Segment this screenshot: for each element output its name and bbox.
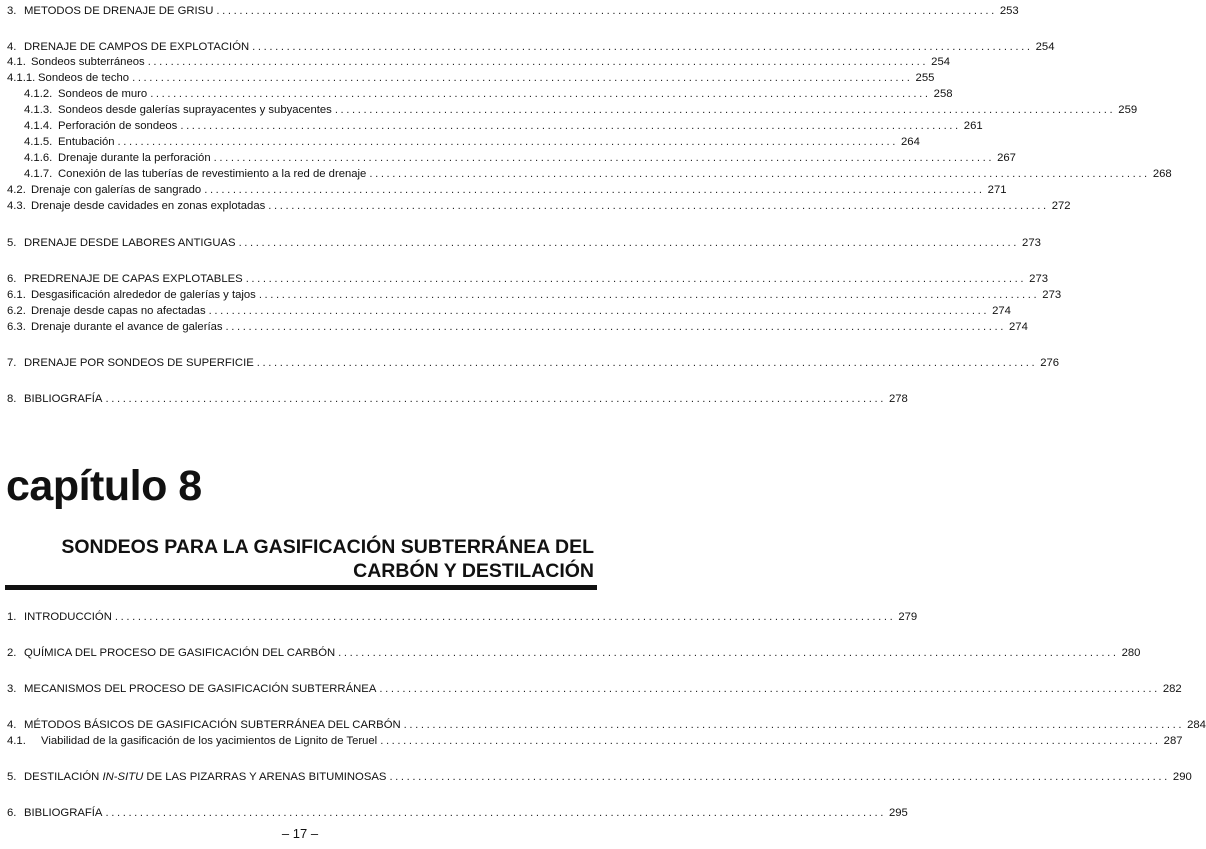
toc-entry [7,183,1007,197]
toc-title-part2: DE LAS PIZARRAS Y ARENAS BITUMINOSAS [146,771,387,783]
toc-title: Viabilidad de la gasificación de los yacimientos de Lignito de Teruel [41,735,378,747]
toc-page: 253 [999,5,1019,17]
toc-page: 279 [898,611,918,623]
toc-page: 276 [1040,357,1060,369]
toc-number: 4.1.4. [24,120,53,132]
toc-number: 5. [7,771,17,783]
toc-page: 284 [1187,719,1206,731]
toc-leader: ........................................................................................................................................ [252,41,1033,53]
toc-leader: ........................................................................................................................................ [238,237,1020,249]
toc-number: 6.2. [7,305,26,317]
toc-leader: ........................................................................................................................................ [114,611,896,623]
toc-leader: ........................................................................................................................................ [225,321,1007,333]
toc-number: 4.1.5. [24,136,53,148]
toc-entry [7,770,1192,784]
page-number: – 17 – [281,826,319,841]
toc-leader: ........................................................................................................................................ [208,305,990,317]
toc-entry [7,71,935,85]
toc-page: 254 [1035,41,1055,53]
toc-entry [7,356,1060,370]
toc-number: 6.1. [7,289,26,301]
toc-number: 8. [7,393,17,405]
toc-leader: ........................................................................................................................................ [268,200,1049,212]
toc-leader: ........................................................................................................................................ [379,683,1160,695]
toc-leader: ........................................................................................................................................ [132,72,913,84]
toc-leader: ........................................................................................................................................ [180,120,961,132]
toc-page: 282 [1162,683,1182,695]
toc-number: 3. [7,5,17,17]
toc-leader: ........................................................................................................................................ [105,807,886,819]
toc-title: QUÍMICA DEL PROCESO DE GASIFICACIÓN DEL CARBÓN [24,647,336,659]
toc-number: 4.1.2. [24,88,53,100]
toc-title: Sondeos de muro [58,88,148,100]
toc-entry [7,4,1019,18]
toc-entry [24,151,1016,165]
toc-entry [7,682,1182,696]
toc-title: Drenaje desde cavidades en zonas explotadas [31,200,266,212]
toc-leader: ........................................................................................................................................ [213,152,995,164]
toc-entry [7,40,1055,54]
toc-title: METODOS DE DRENAJE DE GRISU [24,5,214,17]
toc-entry [7,610,918,624]
toc-entry [7,55,951,69]
toc-page: 273 [1042,289,1062,301]
toc-title [24,770,386,784]
chapter-rule [5,585,597,590]
chapter-heading: capítulo 8 [6,462,202,510]
toc-entry [7,734,1183,748]
toc-page: 254 [931,56,951,68]
toc-entry [7,718,1206,732]
toc-leader: ........................................................................................................................................ [150,88,931,100]
toc-entry [7,806,908,820]
toc-entry [7,272,1049,286]
toc-entry [24,167,1172,181]
toc-page: 271 [987,184,1007,196]
toc-page: 268 [1152,168,1172,180]
toc-page: 258 [933,88,953,100]
toc-page: 290 [1172,771,1192,783]
toc-title: Sondeos subterráneos [31,56,145,68]
toc-page: 287 [1163,735,1183,747]
toc-leader: ........................................................................................................................................ [380,735,1161,747]
toc-title: DRENAJE DE CAMPOS DE EXPLOTACIÓN [24,41,250,53]
toc-number: 4.3. [7,200,26,212]
toc-number: 4.1.1. [7,72,36,84]
toc-page: 295 [888,807,908,819]
toc-number: 1. [7,611,17,623]
toc-title: Perforación de sondeos [58,120,178,132]
toc-leader: ........................................................................................................................................ [117,136,898,148]
toc-page: 272 [1051,200,1071,212]
toc-title: MECANISMOS DEL PROCESO DE GASIFICACIÓN SUBTERRÁNEA [24,683,377,695]
toc-entry [24,119,983,133]
toc-page: 274 [992,305,1011,317]
toc-leader: ........................................................................................................................................ [334,104,1116,116]
toc-page: 261 [963,120,983,132]
toc-page: 255 [915,72,935,84]
toc-page: 264 [901,136,920,148]
toc-leader: ........................................................................................................................................ [369,168,1150,180]
toc-number: 4. [7,41,17,53]
toc-title: Sondeos de techo [38,72,130,84]
toc-number: 6. [7,273,17,285]
toc-title-part1: DESTILACIÓN [24,771,100,783]
toc-page: 259 [1118,104,1138,116]
toc-title: Conexión de las tuberías de revestimiento a la red de drenaje [58,168,367,180]
toc-page: 273 [1022,237,1041,249]
toc-title: Entubación [58,136,115,148]
toc-leader: ........................................................................................................................................ [256,357,1038,369]
toc-leader: ........................................................................................................................................ [245,273,1027,285]
toc-number: 7. [7,357,17,369]
toc-page: 278 [888,393,908,405]
toc-entry [7,320,1028,334]
toc-number: 4.2. [7,184,26,196]
toc-leader: ........................................................................................................................................ [105,393,886,405]
toc-leader: ........................................................................................................................................ [258,289,1040,301]
toc-entry [24,103,1138,117]
toc-entry [7,646,1141,660]
toc-title: Sondeos desde galerías suprayacentes y subyacentes [58,104,332,116]
chapter-subtitle-line1: SONDEOS PARA LA GASIFICACIÓN SUBTERRÁNEA DEL [61,536,594,558]
toc-number: 3. [7,683,17,695]
toc-number: 4. [7,719,17,731]
toc-entry [7,304,1011,318]
toc-number: 5. [7,237,17,249]
toc-number: 4.1. [7,56,26,68]
chapter-subtitle-line2: CARBÓN Y DESTILACIÓN [353,560,594,582]
toc-entry [7,392,908,406]
toc-number: 4.1.3. [24,104,53,116]
toc-number: 6.3. [7,321,26,333]
toc-entry [7,236,1041,250]
toc-entry [24,87,953,101]
toc-title-italic: IN-SITU [102,771,144,783]
toc-number: 2. [7,647,17,659]
toc-leader: ........................................................................................................................................ [389,771,1170,783]
toc-entry [7,199,1071,213]
toc-number: 6. [7,807,17,819]
toc-page: 280 [1121,647,1141,659]
toc-title: PREDRENAJE DE CAPAS EXPLOTABLES [24,273,243,285]
toc-entry [7,288,1062,302]
toc-number: 4.1. [7,735,26,747]
toc-page: 267 [997,152,1016,164]
toc-title: DRENAJE POR SONDEOS DE SUPERFICIE [24,357,254,369]
toc-leader: ........................................................................................................................................ [204,184,985,196]
toc-title: Drenaje durante la perforación [58,152,211,164]
chapter-subtitle [34,535,594,583]
toc-leader: ........................................................................................................................................ [403,719,1185,731]
toc-title: INTRODUCCIÓN [24,611,112,623]
toc-leader: ........................................................................................................................................ [216,5,997,17]
toc-title: MÉTODOS BÁSICOS DE GASIFICACIÓN SUBTERRÁNEA DEL CARBÓN [24,719,401,731]
toc-leader: ........................................................................................................................................ [338,647,1119,659]
toc-page: 273 [1029,273,1049,285]
toc-title: Drenaje con galerías de sangrado [31,184,202,196]
toc-leader: ........................................................................................................................................ [147,56,929,68]
toc-title: BIBLIOGRAFÍA [24,393,103,405]
toc-title: BIBLIOGRAFÍA [24,807,103,819]
toc-title: Drenaje desde capas no afectadas [31,305,206,317]
toc-number: 4.1.7. [24,168,53,180]
toc-number: 4.1.6. [24,152,53,164]
toc-title: Desgasificación alrededor de galerías y tajos [31,289,256,301]
toc-page: 274 [1009,321,1028,333]
toc-title: DRENAJE DESDE LABORES ANTIGUAS [24,237,236,249]
toc-title: Drenaje durante el avance de galerías [31,321,223,333]
toc-entry [24,135,920,149]
